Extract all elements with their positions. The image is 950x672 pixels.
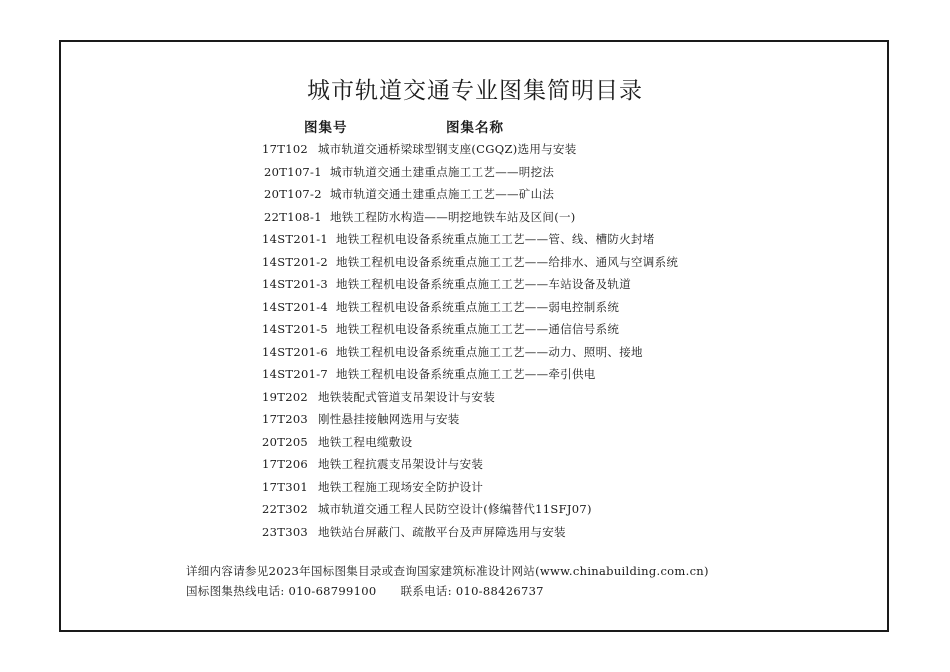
item-name: 城市轨道交通工程人民防空设计(修编替代11SFJ07) <box>318 502 592 516</box>
item-name: 地铁工程机电设备系统重点施工工艺——给排水、通风与空调系统 <box>336 254 679 269</box>
item-name: 地铁工程机电设备系统重点施工工艺——通信信号系统 <box>336 322 620 336</box>
list-item <box>262 277 631 291</box>
item-code: 22T302 <box>262 502 309 516</box>
item-name: 地铁工程防水构造——明挖地铁车站及区间(一) <box>330 209 576 224</box>
item-name: 城市轨道交通土建重点施工工艺——明挖法 <box>330 164 555 179</box>
list-item <box>262 142 577 156</box>
item-name: 地铁装配式管道支吊架设计与安装 <box>318 389 495 404</box>
list-item <box>262 435 412 449</box>
item-name: 地铁工程机电设备系统重点施工工艺——动力、照明、接地 <box>336 344 643 359</box>
column-header-name: 图集名称 <box>446 120 504 136</box>
list-item <box>262 525 566 539</box>
list-item <box>264 187 554 201</box>
item-code: 20T205 <box>262 434 309 449</box>
list-item <box>264 165 554 179</box>
list-item <box>262 390 495 404</box>
contact-text: 联系电话: 010-88426737 <box>400 584 544 598</box>
item-code: 20T107-2 <box>264 187 322 201</box>
item-name: 地铁工程机电设备系统重点施工工艺——车站设备及轨道 <box>336 277 631 291</box>
item-name: 地铁工程机电设备系统重点施工工艺——管、线、槽防火封堵 <box>336 232 655 246</box>
item-name: 地铁工程抗震支吊架设计与安装 <box>318 457 484 471</box>
list-item <box>262 367 596 381</box>
list-item <box>264 210 576 224</box>
list-item <box>262 232 655 246</box>
list-item <box>262 457 483 471</box>
footer-details: 详细内容请参见2023年国标图集目录或查询国家建筑标准设计网站(www.chinabuilding.com.cn) <box>186 564 709 578</box>
list-item <box>262 502 592 516</box>
item-code: 14ST201-3 <box>262 277 329 291</box>
item-name: 城市轨道交通桥梁球型钢支座(CGQZ)选用与安装 <box>318 142 577 156</box>
hotline-text: 国标图集热线电话: 010-68799100 <box>186 584 377 598</box>
item-code: 14ST201-4 <box>262 299 329 314</box>
item-name: 城市轨道交通土建重点施工工艺——矿山法 <box>330 187 555 201</box>
item-code: 14ST201-5 <box>262 322 329 336</box>
item-code: 14ST201-6 <box>262 344 329 359</box>
item-name: 刚性悬挂接触网选用与安装 <box>318 412 460 426</box>
item-code: 17T102 <box>262 142 309 156</box>
page-title: 城市轨道交通专业图集简明目录 <box>307 78 643 104</box>
item-name: 地铁站台屏蔽门、疏散平台及声屏障选用与安装 <box>318 524 566 539</box>
item-code: 14ST201-7 <box>262 367 329 381</box>
item-code: 17T203 <box>262 412 309 426</box>
item-name: 地铁工程电缆敷设 <box>318 434 413 449</box>
list-item <box>262 480 483 494</box>
item-code: 19T202 <box>262 389 309 404</box>
footer-phones <box>186 583 544 599</box>
column-header-code: 图集号 <box>304 120 348 136</box>
item-name: 地铁工程机电设备系统重点施工工艺——牵引供电 <box>336 367 596 381</box>
item-code: 22T108-1 <box>264 209 322 224</box>
item-name: 地铁工程施工现场安全防护设计 <box>318 479 484 494</box>
list-item <box>262 255 678 269</box>
item-code: 17T206 <box>262 457 309 471</box>
item-code: 17T301 <box>262 479 309 494</box>
item-code: 23T303 <box>262 524 309 539</box>
item-code: 14ST201-1 <box>262 232 329 246</box>
list-item <box>262 345 643 359</box>
item-code: 20T107-1 <box>264 164 322 179</box>
list-item <box>262 322 619 336</box>
list-item <box>262 300 619 314</box>
item-code: 14ST201-2 <box>262 254 329 269</box>
list-item <box>262 412 460 426</box>
item-name: 地铁工程机电设备系统重点施工工艺——弱电控制系统 <box>336 299 620 314</box>
